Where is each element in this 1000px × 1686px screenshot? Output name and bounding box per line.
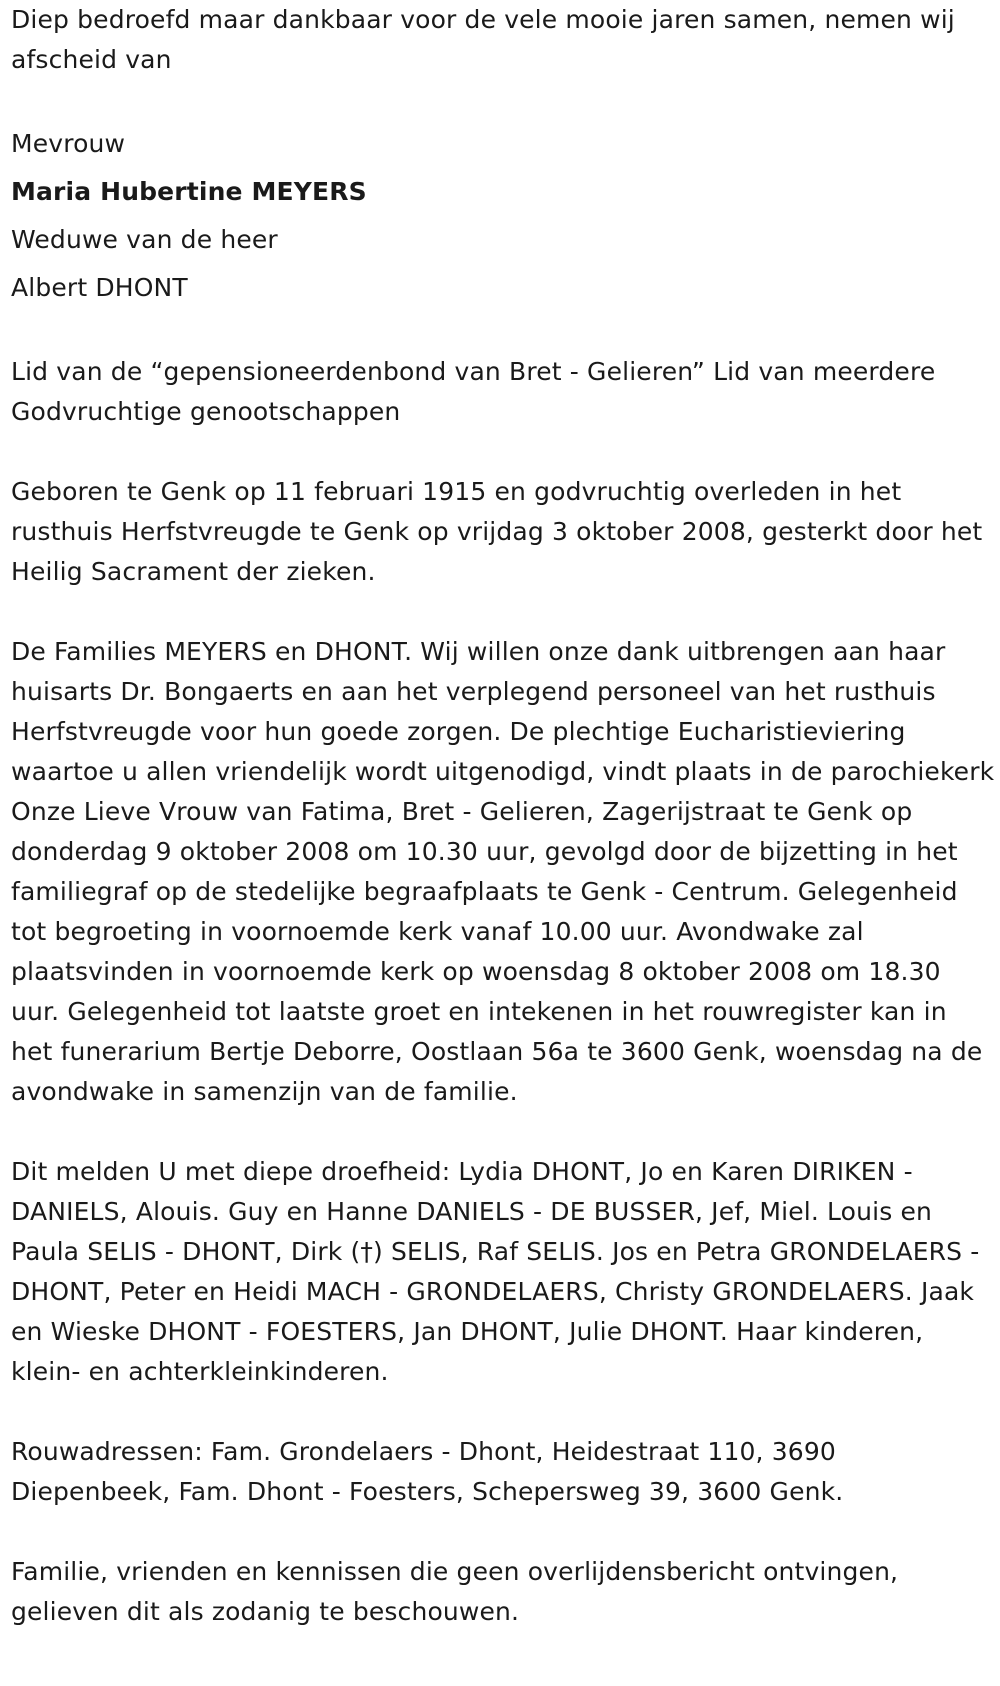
spacer (11, 312, 996, 352)
widow-line: Weduwe van de heer (11, 225, 278, 254)
families-paragraph: De Families MEYERS en DHONT. Wij willen onze dank uitbrengen aan haar huisarts Dr. Bongaerts en aan het verplegend personeel van het rusthuis Herfstvreugde voor hun goede zorgen. De plechtige Eucharistieviering waartoe u allen vriendelijk wordt uitgenodigd, vindt plaats in de parochiekerk Onze Lieve Vrouw van Fatima, Bret - Gelieren, Zagerijstraat te Genk op donderdag 9 oktober 2008 om 10.30 uur, gevolgd door de bijzetting in het familiegraf op de stedelijke begraafplaats te Genk - Centrum. Gelegenheid tot begroeting in voornoemde kerk vanaf 10.00 uur. Avondwake zal plaatsvinden in voornoemde kerk op woensdag 8 oktober 2008 om 18.30 uur. Gelegenheid tot laatste groet en intekenen in het rouwregister kan in het funerarium Bertje Deborre, Oostlaan 56a te 3600 Genk, woensdag na de avondwake in samenzijn van de familie. (11, 637, 995, 1106)
spacer (11, 1392, 996, 1432)
spacer (11, 1512, 996, 1552)
intro-paragraph: Diep bedroefd maar dankbaar voor de vele mooie jaren samen, nemen wij afscheid van (11, 5, 955, 74)
addresses-paragraph: Rouwadressen: Fam. Grondelaers - Dhont, Heidestraat 110, 3690 Diepenbeek, Fam. Dhont - Foesters, Schepersweg 39, 3600 Genk. (11, 1437, 844, 1506)
salutation: Mevrouw (11, 129, 126, 158)
spacer (11, 80, 996, 120)
spacer (11, 432, 996, 472)
closing-paragraph: Familie, vrienden en kennissen die geen overlijdensbericht ontvingen, gelieven dit als zodanig te beschouwen. (11, 1557, 899, 1626)
deceased-name: Maria Hubertine MEYERS (11, 177, 367, 206)
spouse-name: Albert DHONT (11, 273, 188, 302)
spacer (11, 592, 996, 632)
deceased-block (11, 120, 996, 312)
mourners-paragraph: Dit melden U met diepe droefheid: Lydia DHONT, Jo en Karen DIRIKEN - DANIELS, Alouis. Guy en Hanne DANIELS - DE BUSSER, Jef, Miel. Louis en Paula SELIS - DHONT, Dirk (†) SELIS, Raf SELIS. Jos en Petra GRONDELAERS - DHONT, Peter en Heidi MACH - GRONDELAERS, Christy GRONDELAERS. Jaak en Wieske DHONT - FOESTERS, Jan DHONT, Julie DHONT. Haar kinderen, klein- en achterkleinkinderen. (11, 1157, 980, 1386)
membership-paragraph: Lid van de “gepensioneerdenbond van Bret - Gelieren” Lid van meerdere Godvruchtige genootschappen (11, 357, 936, 426)
birth-death-paragraph: Geboren te Genk op 11 februari 1915 en godvruchtig overleden in het rusthuis Herfstvreugde te Genk op vrijdag 3 oktober 2008, gesterkt door het Heilig Sacrament der zieken. (11, 477, 983, 586)
spacer (11, 1112, 996, 1152)
obituary-document (11, 0, 996, 1632)
